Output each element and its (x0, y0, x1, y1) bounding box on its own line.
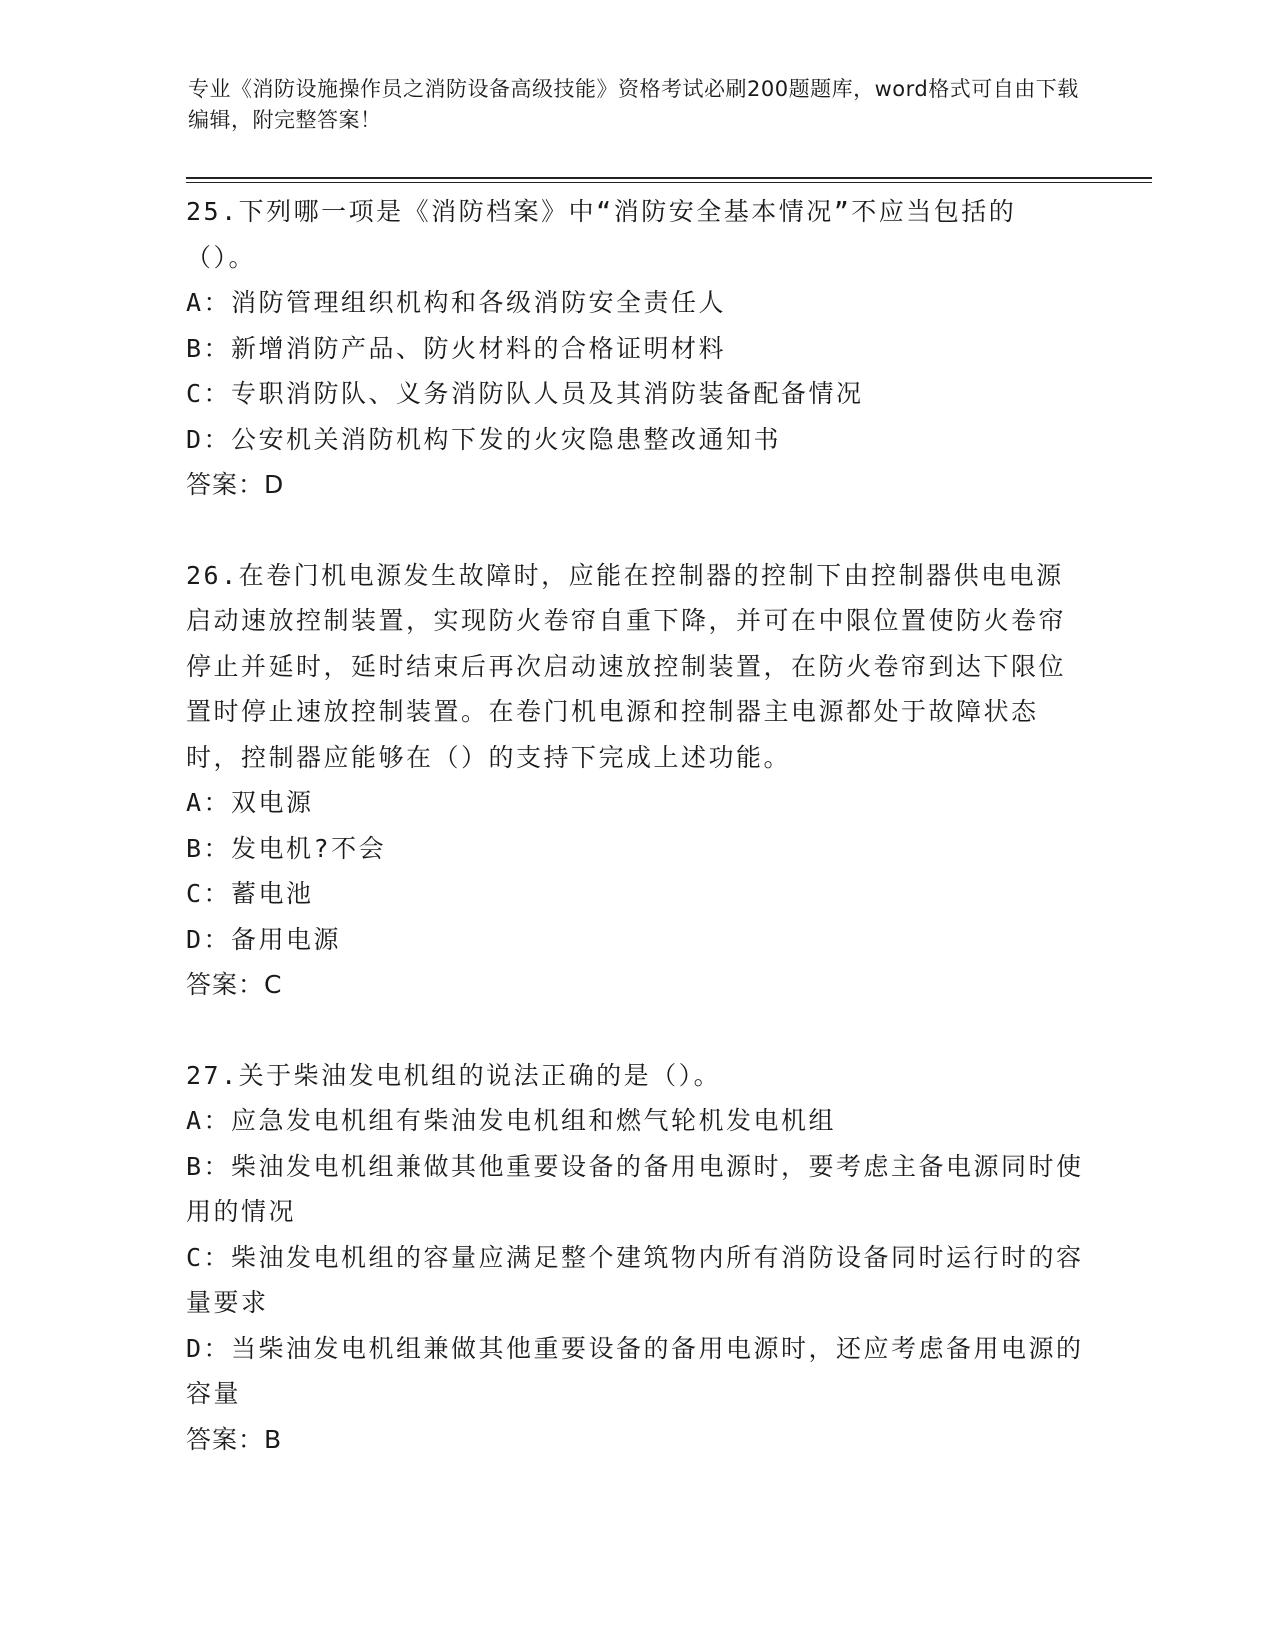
option-c: C：专职消防队、义务消防队人员及其消防装备配备情况 (186, 379, 864, 408)
option-d: D：公安机关消防机构下发的火灾隐患整改通知书 (186, 424, 782, 454)
option-a: A：消防管理组织机构和各级消防安全责任人 (186, 288, 727, 317)
header-rule-thick (186, 177, 1152, 179)
option-b: B：柴油发电机组兼做其他重要设备的备用电源时，要考虑主备电源同时使用的情况 (186, 1151, 1084, 1226)
question-26 (186, 553, 1086, 1008)
option-a: A：双电源 (186, 788, 314, 817)
question-list (186, 189, 1086, 1507)
option-c: C：蓄电池 (186, 879, 314, 908)
header-rule-thin (186, 182, 1152, 183)
option-c: C：柴油发电机组的容量应满足整个建筑物内所有消防设备同时运行时的容量要求 (186, 1242, 1084, 1317)
option-b: B：发电机?不会 (186, 833, 387, 863)
question-stem: 25.下列哪一项是《消防档案》中“消防安全基本情况”不应当包括的（）。 (186, 197, 1017, 272)
question-25 (186, 189, 1086, 508)
option-d: D：备用电源 (186, 924, 342, 954)
document-header: 专业《消防设施操作员之消防设备高级技能》资格考试必刷200题题库，word格式可自由下载编辑，附完整答案！ (188, 77, 1079, 132)
option-b: B：新增消防产品、防火材料的合格证明材料 (186, 333, 727, 363)
question-stem: 27.关于柴油发电机组的说法正确的是（）。 (186, 1060, 722, 1090)
answer: 答案：C (186, 970, 283, 999)
question-stem: 26.在卷门机电源发生故障时，应能在控制器的控制下由控制器供电电源启动速放控制装置，实现防火卷帘自重下降，并可在中限位置使防火卷帘停止并延时，延时结束后再次启动速放控制装置，在防火卷帘到达下限位置时停止速放控制装置。在卷门机电源和控制器主电源都处于故障状态时，控制器应能够在（）的支持下完成上述功能。 (186, 560, 1067, 772)
option-d: D：当柴油发电机组兼做其他重要设备的备用电源时，还应考虑备用电源的容量 (186, 1333, 1084, 1408)
answer: 答案：D (186, 470, 285, 499)
option-a: A：应急发电机组有柴油发电机组和燃气轮机发电机组 (186, 1106, 837, 1135)
question-27 (186, 1053, 1086, 1463)
answer: 答案：B (186, 1424, 283, 1454)
